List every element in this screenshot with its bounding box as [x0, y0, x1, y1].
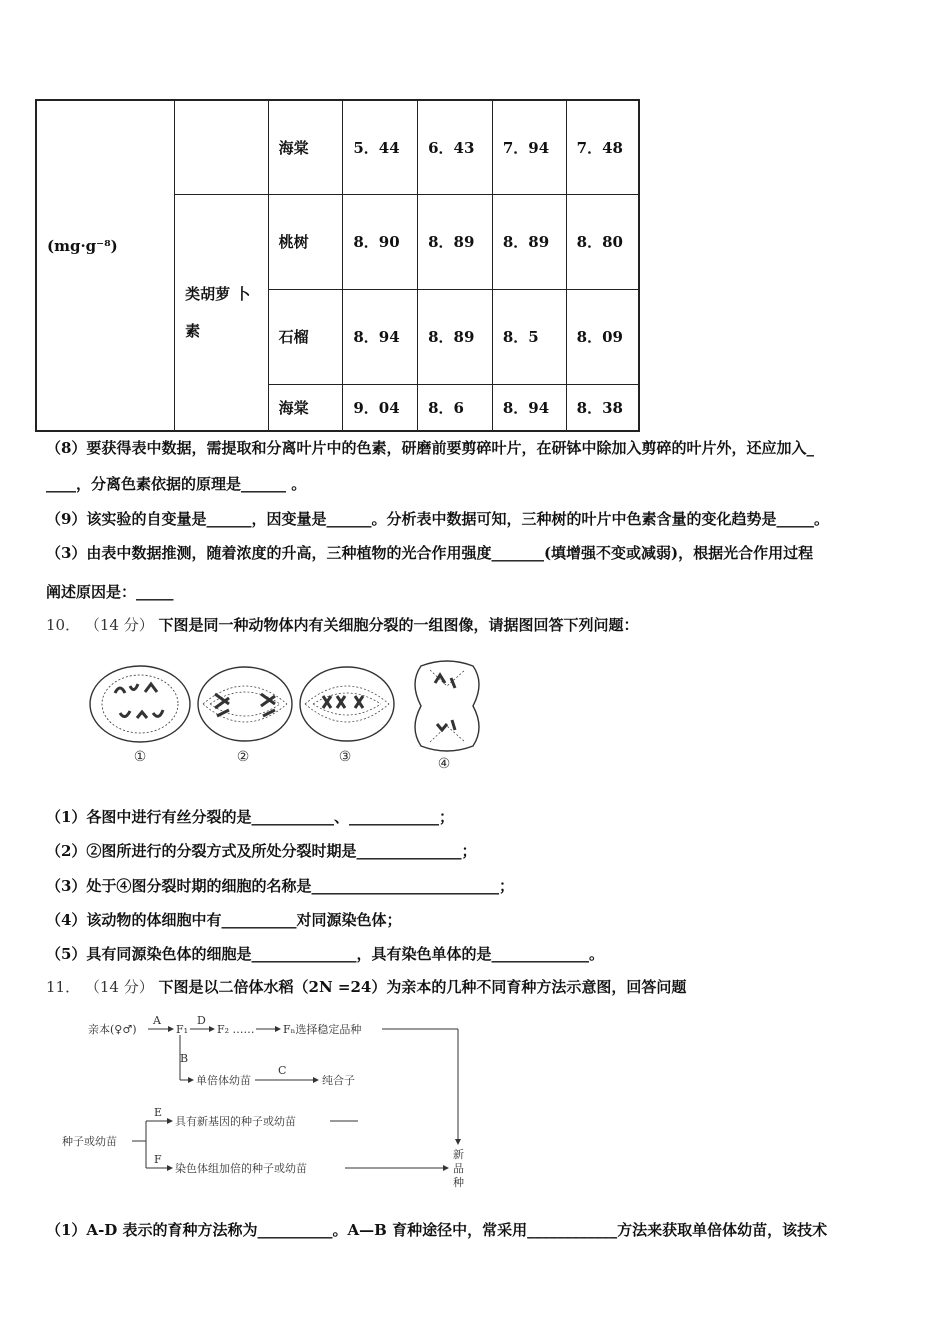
cell-4-outline — [415, 661, 479, 751]
q11-stem: 下图是以二倍体水稻（2N =24）为亲本的几种不同育种方法示意图，回答问题 — [158, 978, 687, 996]
new-gene-label: 具有新基因的种子或幼苗 — [175, 1115, 296, 1128]
q9-line: （9）该实验的自变量是______，因变量是______。分析表中数据可知，三种树的叶片中色素含量的变化趋势是_____。 — [46, 510, 829, 528]
parent-label: 亲本(♀♂) — [88, 1023, 137, 1036]
value-cell: 8．94 — [343, 289, 418, 384]
q8-line2: ____，分离色素依据的原理是______ 。 — [46, 475, 307, 493]
arrow-d-label: D — [197, 1014, 206, 1027]
value-cell: 7．94 — [492, 100, 566, 194]
plant-cell: 桃树 — [268, 194, 343, 289]
haploid-label: 单倍体幼苗 — [196, 1074, 251, 1087]
plant-cell: 海棠 — [268, 100, 343, 194]
q11-score: （14 分） — [84, 978, 154, 996]
pigment-label-cell — [175, 194, 269, 431]
value-cell: 8．94 — [492, 384, 566, 431]
cell-1-outline — [90, 666, 190, 742]
figure-label-1: ① — [133, 749, 147, 765]
empty-cell — [175, 100, 269, 194]
cell-2-outline — [198, 667, 292, 741]
figure-label-4: ④ — [437, 756, 451, 772]
value-cell: 7．48 — [566, 100, 639, 194]
value-cell: 8．89 — [418, 194, 493, 289]
arrow-a-label: A — [153, 1014, 161, 1027]
q11-number: 11． — [46, 978, 81, 996]
pigment-label-line1: 类胡萝 卜 — [185, 285, 251, 304]
new-variety-3: 种 — [453, 1176, 464, 1189]
q10-score: （14 分） — [84, 616, 154, 634]
unit-cell: (mg·g⁻⁸) — [36, 100, 175, 431]
value-cell: 8．89 — [492, 194, 566, 289]
arrow-c-label: C — [278, 1064, 287, 1077]
pure-label: 纯合子 — [322, 1074, 355, 1087]
q10-sub1: （1）各图中进行有丝分裂的是___________、____________； — [46, 808, 454, 826]
value-cell: 8．6 — [418, 384, 493, 431]
q10-sub3: （3）处于④图分裂时期的细胞的名称是_________________________； — [46, 877, 514, 895]
value-cell: 6．43 — [418, 100, 493, 194]
q3-line1: （3）由表中数据推测，随着浓度的升高，三种植物的光合作用强度_______(填增强不变或减弱)，根据光合作用过程 — [46, 544, 814, 562]
figure-label-2: ② — [236, 749, 250, 765]
q10-sub4: （4）该动物的体细胞中有__________对同源染色体； — [46, 911, 402, 929]
arrow-f-label: F — [154, 1153, 162, 1166]
seed-label: 种子或幼苗 — [62, 1135, 117, 1148]
cell-division-figure — [85, 658, 490, 778]
value-cell: 9．04 — [343, 384, 418, 431]
value-cell: 8．89 — [418, 289, 493, 384]
value-cell: 8．5 — [492, 289, 566, 384]
q10-stem: 下图是同一种动物体内有关细胞分裂的一组图像，请据图回答下列问题： — [158, 616, 639, 634]
new-variety-1: 新 — [453, 1148, 464, 1161]
q11-header — [46, 976, 686, 997]
f1-label: F₁ — [176, 1023, 189, 1036]
value-cell: 8．09 — [566, 289, 639, 384]
breeding-diagram — [60, 1010, 480, 1195]
plant-cell: 海棠 — [268, 384, 343, 431]
pigment-label-line2: 素 — [185, 322, 201, 341]
q8-line1: （8）要获得表中数据，需提取和分离叶片中的色素，研磨前要剪碎叶片，在研钵中除加入剪碎的叶片外，还应加入_ — [46, 439, 814, 457]
new-variety-2: 品 — [453, 1162, 464, 1175]
cell-3-outline — [300, 667, 394, 741]
q10-sub5: （5）具有同源染色体的细胞是______________，具有染色单体的是_____________。 — [46, 945, 604, 963]
q10-sub2: （2）②图所进行的分裂方式及所处分裂时期是______________； — [46, 842, 477, 860]
doubled-label: 染色体组加倍的种子或幼苗 — [175, 1162, 307, 1175]
value-cell: 5．44 — [343, 100, 418, 194]
value-cell: 8．90 — [343, 194, 418, 289]
q3-line2: 阐述原因是：_____ — [46, 583, 174, 601]
q10-number: 10． — [46, 616, 81, 634]
f2-label: F₂ …… — [217, 1023, 255, 1036]
plant-cell: 石榴 — [268, 289, 343, 384]
table-row — [36, 100, 639, 194]
arrow-b-label: B — [180, 1052, 189, 1065]
q11-sub1: （1）A-D 表示的育种方法称为__________。A—B 育种途径中，常采用____________方法来获取单倍体幼苗，该技术 — [46, 1221, 828, 1239]
figure-label-3: ③ — [338, 749, 352, 765]
pigment-table — [35, 99, 640, 432]
arrow-e-label: E — [154, 1106, 163, 1119]
value-cell: 8．80 — [566, 194, 639, 289]
value-cell: 8．38 — [566, 384, 639, 431]
fn-label: Fₙ选择稳定品种 — [283, 1023, 362, 1036]
q10-header — [46, 614, 639, 635]
